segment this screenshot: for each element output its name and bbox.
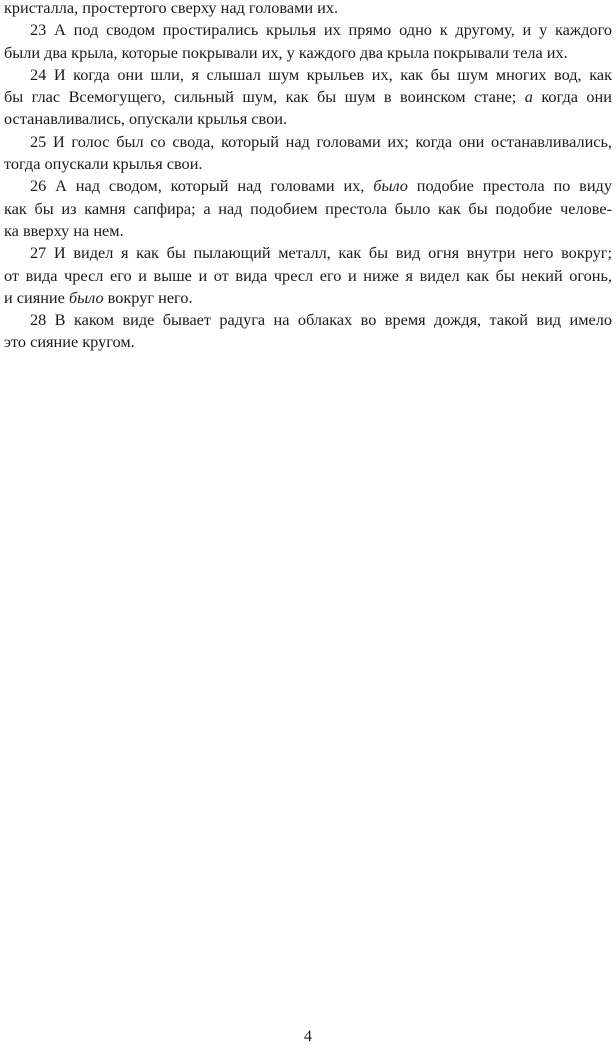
- text-segment: это сияние кругом.: [4, 332, 135, 352]
- text-line: [4, 220, 612, 242]
- verse-paragraph: [4, 309, 612, 354]
- text-line: [4, 331, 612, 353]
- verse-paragraph: [4, 175, 612, 242]
- text-segment: 28 В каком виде бывает радуга на облаках во время дождя, такой вид имело: [30, 310, 612, 330]
- text-segment: 25 И голос был со свода, который над головами их; когда они останавливались,: [30, 131, 612, 151]
- text-segment: кристалла, простертого сверху над головами их.: [4, 0, 339, 17]
- verse-paragraph: [4, 64, 612, 131]
- italic-word: было: [373, 176, 408, 196]
- text-segment: 23 А под сводом простирались крылья их прямо одно к другому, и у каждого: [30, 20, 612, 40]
- text-line: [4, 131, 612, 153]
- text-line: [4, 153, 612, 175]
- text-segment: бы глас Всемогущего, сильный шум, как бы шум в воинском стане;: [4, 87, 525, 107]
- text-segment: 26 А над сводом, который над головами их,: [30, 176, 374, 196]
- text-segment: и сияние: [4, 287, 69, 307]
- text-segment: 27 И видел я как бы пылающий металл, как бы вид огня внутри него вокруг;: [30, 243, 612, 263]
- text-segment: когда они: [532, 87, 612, 107]
- text-line: [4, 309, 612, 331]
- text-segment: останавливались, опускали крылья свои.: [4, 109, 288, 129]
- text-line: [4, 108, 612, 130]
- page-body: [4, 0, 612, 354]
- verse-paragraph: [4, 131, 612, 176]
- verse-paragraph: [4, 0, 612, 19]
- text-segment: 24 И когда они шли, я слышал шум крыльев их, как бы шум многих вод, как: [30, 64, 612, 84]
- text-segment: подобие престола по виду: [407, 176, 612, 196]
- text-segment: тогда опускали крылья свои.: [4, 154, 203, 174]
- text-line: [4, 198, 612, 220]
- verse-paragraph: [4, 19, 612, 64]
- text-line: [4, 287, 612, 309]
- text-segment: вокруг него.: [103, 287, 193, 307]
- text-line: [4, 175, 612, 197]
- text-line: [4, 86, 612, 108]
- text-segment: от вида чресл его и выше и от вида чресл его и ниже я видел как бы некий огонь,: [4, 265, 612, 285]
- text-line: [4, 19, 612, 41]
- text-line: [4, 64, 612, 86]
- text-line: [4, 242, 612, 264]
- text-segment: были два крыла, которые покрывали их, у каждого два крыла покрывали тела их.: [4, 42, 568, 62]
- verse-paragraph: [4, 242, 612, 309]
- text-segment: как бы из камня сапфира; а над подобием престола было как бы подобие челове-: [4, 198, 612, 218]
- italic-word: а: [524, 87, 533, 107]
- text-line: [4, 265, 612, 287]
- text-segment: ка вверху на нем.: [4, 220, 124, 240]
- text-line: [4, 42, 612, 64]
- page-number: 4: [303, 1026, 313, 1045]
- text-line: [4, 0, 612, 19]
- italic-word: было: [68, 287, 104, 307]
